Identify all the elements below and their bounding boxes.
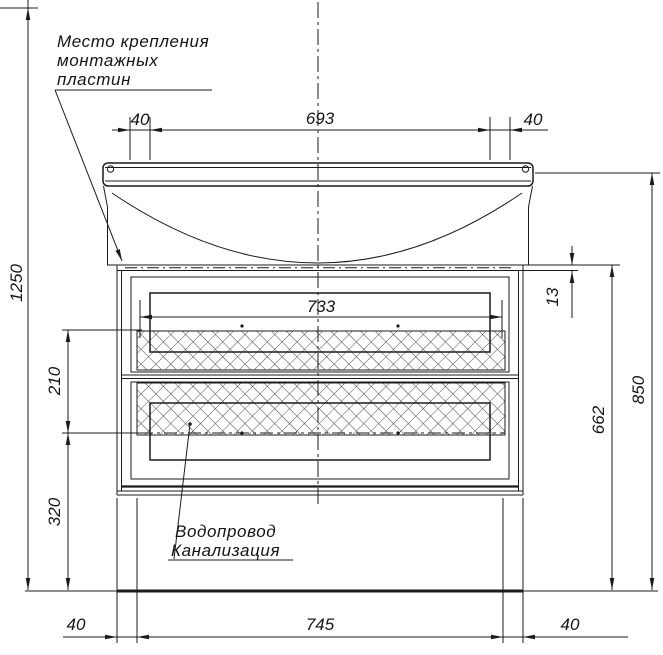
dim-floor-gap: 320 <box>45 497 64 527</box>
note-mounting-leader <box>55 90 122 261</box>
basin-bowl-curve <box>112 193 522 263</box>
dim-bottom-center: 745 <box>305 615 335 634</box>
dim-underside-height: 662 <box>589 405 608 435</box>
dim-bottom-right-offset: 40 <box>560 615 580 634</box>
dim-top-center: 693 <box>305 109 335 128</box>
dim-rim-height: 850 <box>629 375 648 405</box>
dimension-right <box>535 173 660 590</box>
note-mounting-line1: Место крепления <box>57 32 210 51</box>
hatch-zone-upper <box>137 331 505 370</box>
note-mounting-line3: пластин <box>57 70 132 89</box>
dim-drawer-inner-width: 733 <box>306 297 336 316</box>
dimension-top <box>112 109 548 160</box>
rim-corner-left <box>107 166 113 172</box>
hatch-zones <box>137 331 505 435</box>
dim-bottom-left-offset: 40 <box>66 615 86 634</box>
note-plumbing-line2: Канализация <box>171 541 281 560</box>
dim-top-left-offset: 40 <box>130 110 150 129</box>
note-plumbing-line1: Водопровод <box>175 522 277 541</box>
dimension-bottom <box>63 498 628 643</box>
rim-corner-right <box>522 166 528 172</box>
drawer-divider <box>122 375 519 379</box>
note-mounting-line2: монтажных <box>57 51 159 70</box>
dim-top-right-offset: 40 <box>523 110 543 129</box>
note-mounting-plates <box>55 32 212 261</box>
dim-total-height: 1250 <box>7 264 26 302</box>
hatch-zone-lower <box>137 383 505 435</box>
dim-plate-gap: 13 <box>543 287 562 307</box>
basin-skirt-right <box>529 186 533 265</box>
basin-skirt-left <box>104 186 108 265</box>
dim-zone-height: 210 <box>45 366 64 396</box>
